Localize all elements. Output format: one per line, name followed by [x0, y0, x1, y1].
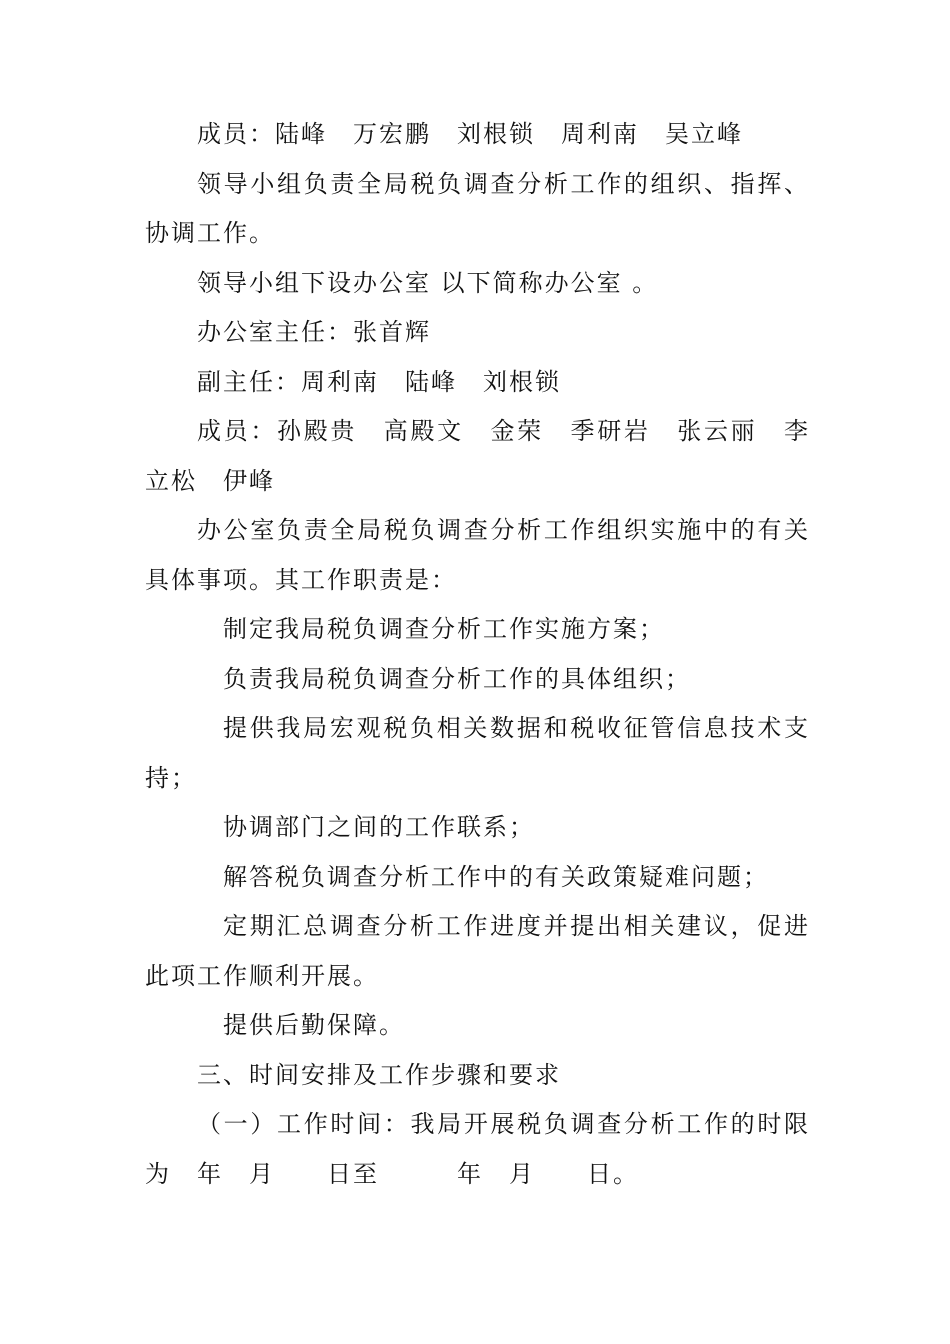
duty-item: 提供后勤保障。: [223, 1011, 405, 1039]
duty-item: 负责我局税负调查分析工作的具体组织；: [223, 664, 691, 693]
duty-item: 提供我局宏观税负相关数据和税收征管信息技术支持；: [145, 714, 810, 792]
duty-item: 解答税负调查分析工作中的有关政策疑难问题；: [223, 862, 769, 891]
office-members: 成员：孙殿贵 高殿文 金荣 季研岩 张云丽 李立松 伊峰: [145, 417, 810, 495]
duty-item: 协调部门之间的工作联系；: [223, 813, 535, 841]
leading-group-duty: 领导小组负责全局税负调查分析工作的组织、指挥、协调工作。: [145, 169, 810, 247]
office-responsibility: 办公室负责全局税负调查分析工作组织实施中的有关具体事项。其工作职责是：: [145, 516, 810, 594]
duty-item: 制定我局税负调查分析工作实施方案；: [223, 615, 665, 643]
deputy-director: 副主任：周利南 陆峰 刘根锁: [197, 367, 561, 396]
section-heading: 三、时间安排及工作步骤和要求: [197, 1060, 561, 1089]
document-body: [145, 110, 810, 1199]
duty-item: 定期汇总调查分析工作进度并提出相关建议，促进此项工作顺利开展。: [145, 912, 810, 990]
office-director: 办公室主任：张首辉: [197, 318, 431, 346]
office-setup: 领导小组下设办公室 以下简称办公室 。: [197, 268, 659, 297]
work-time: （一）工作时间：我局开展税负调查分析工作的时限为 年 月 日至 年 月 日。: [145, 1110, 810, 1188]
members-line: 成员：陆峰 万宏鹏 刘根锁 周利南 吴立峰: [197, 120, 743, 148]
